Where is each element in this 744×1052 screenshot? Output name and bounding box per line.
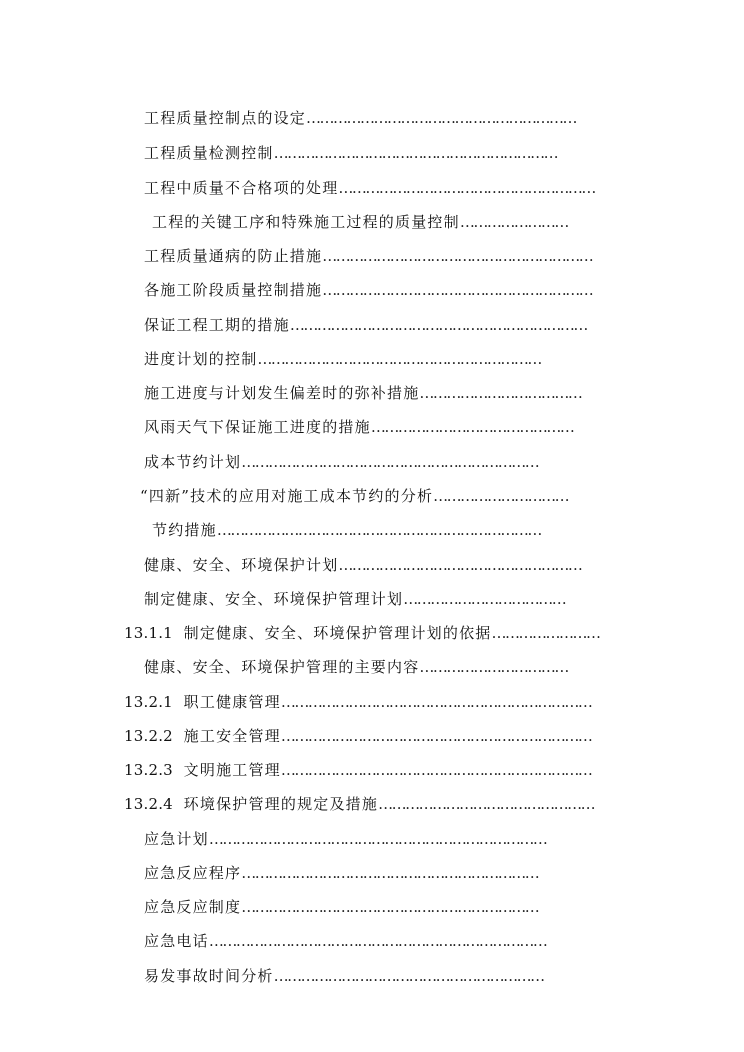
toc-entry-leader: ………………………………………………………… xyxy=(241,453,539,471)
toc-entry[interactable] xyxy=(144,863,538,883)
toc-entry[interactable] xyxy=(144,829,546,849)
toc-entry-leader: ………………………………………………………………… xyxy=(208,830,547,848)
toc-entry[interactable] xyxy=(124,692,591,712)
toc-entry-title: 应急计划 xyxy=(144,830,209,848)
toc-entry-number: 13.2.1 xyxy=(124,693,173,711)
toc-entry[interactable] xyxy=(152,520,541,540)
toc-entry-title: 应急电话 xyxy=(144,932,209,950)
toc-entry-leader: ………………………………………………………… xyxy=(289,316,587,334)
toc-entry-number: 13.2.2 xyxy=(124,727,173,745)
toc-entry-title: 各施工阶段质量控制措施 xyxy=(144,281,323,299)
toc-entry-title: “四新”技术的应用对施工成本节约的分析 xyxy=(140,487,434,505)
toc-entry[interactable] xyxy=(140,486,568,506)
toc-entry[interactable] xyxy=(124,794,594,814)
toc-entry-number: 13.2.4 xyxy=(124,795,173,813)
toc-entry-leader: …………………………………………………… xyxy=(322,247,593,265)
toc-entry[interactable] xyxy=(144,383,581,403)
toc-entry-leader: ……………………………………………………… xyxy=(257,350,541,368)
toc-entry-title: 工程质量控制点的设定 xyxy=(144,109,307,127)
toc-entry-title: 施工安全管理 xyxy=(183,727,281,745)
toc-entry-leader: …………………………………………………………… xyxy=(280,727,592,745)
toc-entry-leader: ………………………………………………………………… xyxy=(208,932,547,950)
toc-entry[interactable] xyxy=(144,108,576,128)
toc-entry[interactable] xyxy=(144,349,541,369)
toc-entry-leader: ………………………………………………………… xyxy=(241,898,539,916)
toc-entry-title: 制定健康、安全、环境保护管理计划的依据 xyxy=(183,624,492,642)
toc-entry-leader: …………………………………………………………… xyxy=(280,761,592,779)
toc-entry-leader: ……………………………………………………… xyxy=(273,144,558,162)
toc-entry-leader: …………………………………………………… xyxy=(306,109,577,127)
toc-entry-title: 工程的关键工序和特殊施工过程的质量控制 xyxy=(152,213,460,231)
toc-entry-leader: …………………………………………………………… xyxy=(280,693,592,711)
toc-entry-leader: …………………………… xyxy=(419,658,568,676)
toc-entry[interactable] xyxy=(144,555,581,575)
toc-entry-title: 风雨天气下保证施工进度的措施 xyxy=(144,418,371,436)
toc-entry[interactable] xyxy=(144,931,546,951)
toc-entry-number: 13.2.3 xyxy=(124,761,173,779)
toc-entry-title: 工程中质量不合格项的处理 xyxy=(144,179,339,197)
toc-entry-leader: …………………… xyxy=(459,213,568,231)
toc-entry-title: 健康、安全、环境保护管理的主要内容 xyxy=(144,658,420,676)
toc-entry-title: 健康、安全、环境保护计划 xyxy=(144,556,339,574)
toc-entry-title: 节约措施 xyxy=(152,521,217,539)
toc-entry-title: 施工进度与计划发生偏差时的弥补措施 xyxy=(144,384,420,402)
toc-entry[interactable] xyxy=(124,726,591,746)
toc-entry[interactable] xyxy=(144,315,587,335)
toc-entry[interactable] xyxy=(144,417,573,437)
toc-entry-leader: …………………………………………………… xyxy=(322,281,593,299)
toc-entry-leader: ………………………………………… xyxy=(378,795,595,813)
toc-entry[interactable] xyxy=(144,657,568,677)
toc-entry[interactable] xyxy=(144,143,557,163)
toc-entry-leader: ……………………………………… xyxy=(370,418,574,436)
toc-entry-title: 进度计划的控制 xyxy=(144,350,258,368)
toc-entry-title: 制定健康、安全、环境保护管理计划 xyxy=(144,590,404,608)
toc-entry-leader: ……………………………………………………………… xyxy=(216,521,541,539)
toc-entry[interactable] xyxy=(144,589,565,609)
toc-entry-title: 文明施工管理 xyxy=(183,761,281,779)
toc-entry-title: 工程质量检测控制 xyxy=(144,144,274,162)
toc-entry-leader: …………………… xyxy=(491,624,600,642)
toc-entry[interactable] xyxy=(144,246,592,266)
toc-entry[interactable] xyxy=(144,452,538,472)
toc-entry-title: 易发事故时间分析 xyxy=(144,967,274,985)
toc-entry-leader: ………………………………………………………… xyxy=(241,864,539,882)
toc-entry-title: 环境保护管理的规定及措施 xyxy=(183,795,379,813)
toc-entry-leader: …………………………………………………… xyxy=(273,967,544,985)
toc-entry-title: 工程质量通病的防止措施 xyxy=(144,247,323,265)
toc-entry-leader: ……………………………… xyxy=(403,590,566,608)
toc-entry[interactable] xyxy=(144,966,544,986)
toc-entry-leader: ……………………………… xyxy=(419,384,582,402)
toc-entry[interactable] xyxy=(152,212,568,232)
toc-entry[interactable] xyxy=(144,178,595,198)
toc-entry[interactable] xyxy=(144,280,592,300)
toc-entry[interactable] xyxy=(124,623,599,643)
toc-entry-title: 成本节约计划 xyxy=(144,453,242,471)
toc-entry-title: 保证工程工期的措施 xyxy=(144,316,290,334)
toc-entry[interactable] xyxy=(144,897,538,917)
toc-entry-title: 应急反应程序 xyxy=(144,864,242,882)
toc-entry-title: 应急反应制度 xyxy=(144,898,242,916)
toc-entry-title: 职工健康管理 xyxy=(183,693,281,711)
toc-entry-leader: ……………………………………………… xyxy=(338,556,582,574)
toc-entry-number: 13.1.1 xyxy=(124,624,173,642)
toc-entry[interactable] xyxy=(124,760,591,780)
toc-entry-leader: ………………………………………………… xyxy=(338,179,595,197)
toc-entry-leader: ………………………… xyxy=(433,487,569,505)
